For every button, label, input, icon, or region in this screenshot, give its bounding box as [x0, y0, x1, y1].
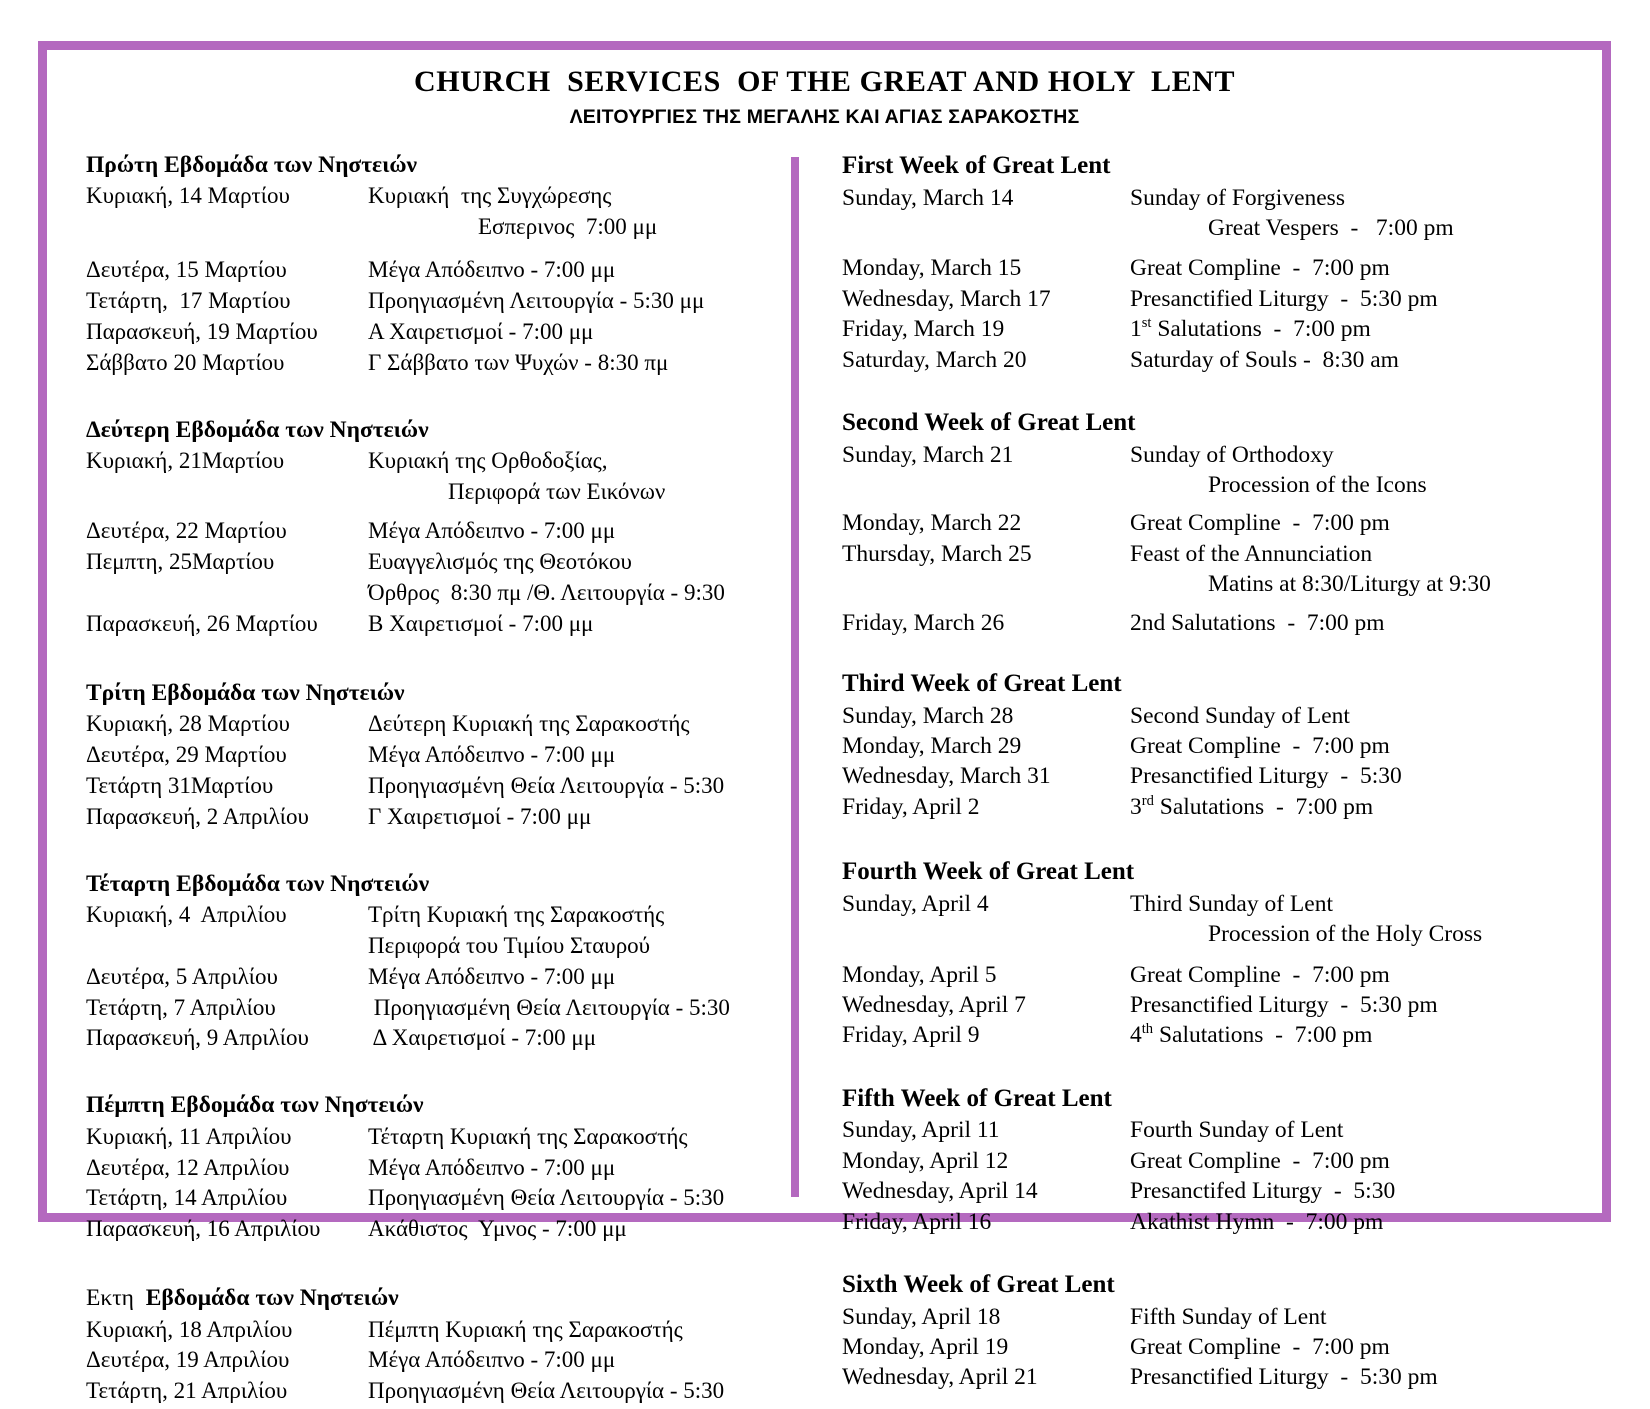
service-description: Προηγιασμένη Θεία Λειτουργία - 5:30 — [368, 994, 730, 1020]
service-date: Sunday, March 28 — [842, 702, 1014, 729]
service-row — [842, 284, 1562, 314]
service-row — [86, 446, 786, 477]
service-row — [842, 1207, 1562, 1237]
service-date: Παρασκευή, 26 Μαρτίου — [86, 610, 318, 636]
service-rows — [86, 900, 786, 1055]
service-description: Α Χαιρετισμοί - 7:00 μμ — [368, 318, 594, 344]
service-row — [86, 609, 786, 640]
service-description: Sunday of Forgiveness — [1130, 184, 1345, 211]
service-date: Δευτέρα, 29 Μαρτίου — [86, 741, 287, 767]
service-row — [842, 1146, 1562, 1176]
service-description: Τέταρτη Κυριακή της Σαρακοστής — [368, 1123, 688, 1149]
service-date: Κυριακή, 11 Απριλίου — [86, 1123, 292, 1149]
service-row — [86, 1315, 786, 1346]
service-date: Saturday, March 20 — [842, 346, 1027, 373]
service-description: Great Compline - 7:00 pm — [1130, 510, 1390, 537]
service-row — [86, 1183, 786, 1214]
service-rows — [842, 701, 1562, 823]
service-description: Μέγα Απόδειπνο - 7:00 μμ — [368, 257, 616, 283]
week-heading: Second Week of Great Lent — [842, 409, 1136, 437]
week-heading: Πέμπτη Εβδομάδα των Νηστειών — [86, 1092, 424, 1119]
service-continuation-row — [86, 477, 786, 508]
week-section — [86, 415, 786, 640]
english-schedule-column — [842, 150, 1562, 1395]
service-row — [86, 962, 786, 993]
service-description: Great Compline - 7:00 pm — [1130, 1147, 1390, 1174]
service-description: Δεύτερη Κυριακή της Σαρακοστής — [368, 710, 690, 736]
service-date: Sunday, April 11 — [842, 1117, 1000, 1144]
service-date: Πεμπτη, 25Μαρτίου — [86, 548, 275, 574]
service-rows — [842, 1302, 1562, 1393]
service-date: Τετάρτη, 14 Απριλίου — [86, 1185, 288, 1211]
service-row — [842, 183, 1562, 213]
service-description: Εσπερινος 7:00 μμ — [478, 214, 658, 240]
service-row — [86, 317, 786, 348]
service-description: Matins at 8:30/Liturgy at 9:30 — [1208, 571, 1491, 598]
service-date: Παρασκευή, 9 Απριλίου — [86, 1025, 309, 1051]
service-description: Μέγα Απόδειπνο - 7:00 μμ — [368, 1154, 616, 1180]
service-date: Κυριακή, 14 Μαρτίου — [86, 183, 290, 209]
service-continuation-row — [842, 569, 1562, 599]
service-description: Μέγα Απόδειπνο - 7:00 μμ — [368, 963, 616, 989]
service-continuation-row — [86, 578, 786, 609]
service-rows — [842, 440, 1562, 639]
service-row — [842, 1020, 1562, 1050]
greek-schedule-column — [86, 150, 786, 1409]
service-date: Δευτέρα, 5 Απριλίου — [86, 963, 278, 989]
service-row — [86, 1376, 786, 1407]
service-row — [842, 990, 1562, 1020]
service-description: Προηγιασμένη Λειτουργία - 5:30 μμ — [368, 288, 705, 314]
service-description: Μέγα Απόδειπνο - 7:00 μμ — [368, 741, 616, 767]
service-row — [842, 345, 1562, 375]
service-date: Sunday, April 4 — [842, 890, 989, 917]
service-row — [842, 792, 1562, 822]
title-block — [47, 65, 1602, 129]
service-description: Great Compline - 7:00 pm — [1130, 1333, 1390, 1360]
service-row — [86, 1122, 786, 1153]
service-date: Monday, March 15 — [842, 255, 1022, 282]
service-description: Great Vespers - 7:00 pm — [1208, 214, 1454, 241]
service-description: Presanctified Liturgy - 5:30 — [1130, 763, 1402, 790]
service-description: Προηγιασμένη Θεία Λειτουργία - 5:30 — [368, 1378, 725, 1404]
service-rows — [842, 889, 1562, 1051]
service-date: Κυριακή, 18 Απριλίου — [86, 1316, 293, 1342]
service-continuation-row — [86, 931, 786, 962]
service-description: Ευαγγελισμός της Θεοτόκου — [368, 548, 632, 574]
week-heading: Πρώτη Εβδομάδα των Νηστειών — [86, 152, 418, 178]
service-continuation-row — [842, 213, 1562, 243]
service-date: Wednesday, March 31 — [842, 763, 1051, 790]
service-row — [842, 1362, 1562, 1392]
service-date: Thursday, March 25 — [842, 540, 1032, 567]
service-date: Τετάρτη, 7 Απριλίου — [86, 994, 276, 1020]
service-date: Τετάρτη, 17 Μαρτίου — [86, 288, 291, 314]
week-heading: Third Week of Great Lent — [842, 670, 1122, 698]
ordinal-number: 3 — [1130, 793, 1142, 820]
service-row — [86, 1345, 786, 1376]
week-section — [86, 1283, 786, 1407]
service-description: Presanctifed Liturgy - 5:30 — [1130, 1178, 1396, 1205]
service-row — [842, 731, 1562, 761]
ordinal-suffix: rd — [1141, 793, 1154, 809]
service-description: Κυριακή της Συγχώρεσης — [368, 183, 612, 209]
service-description: Second Sunday of Lent — [1130, 702, 1350, 729]
service-description: Γ Σάββατο των Ψυχών - 8:30 πμ — [368, 349, 669, 375]
service-row — [86, 900, 786, 931]
service-row — [86, 286, 786, 317]
service-row — [842, 889, 1562, 919]
week-section — [842, 856, 1562, 1051]
service-description: Β Χαιρετισμοί - 7:00 μμ — [368, 610, 594, 636]
service-date: Sunday, March 14 — [842, 184, 1014, 211]
service-row — [86, 255, 786, 286]
week-section — [86, 1090, 786, 1245]
service-row — [842, 761, 1562, 791]
service-description: Προηγιασμένη Θεία Λειτουργία - 5:30 — [368, 1185, 725, 1211]
week-section — [86, 869, 786, 1055]
service-description: Fourth Sunday of Lent — [1130, 1117, 1344, 1144]
service-description: Περιφορά του Τιμίου Σταυρού — [368, 932, 651, 958]
service-date: Παρασκευή, 19 Μαρτίου — [86, 318, 318, 344]
column-divider — [791, 157, 799, 1197]
service-rows — [86, 1122, 786, 1246]
service-description: Κυριακή της Ορθοδοξίας, — [368, 448, 608, 474]
service-date: Τετάρτη, 21 Απριλίου — [86, 1378, 288, 1404]
service-date: Sunday, April 18 — [842, 1303, 1001, 1330]
service-row — [86, 802, 786, 833]
service-date: Σάββατο 20 Μαρτίου — [86, 349, 285, 375]
service-row — [842, 539, 1562, 569]
ordinal-number: 4 — [1130, 1022, 1142, 1049]
service-description: Sunday of Orthodoxy — [1130, 441, 1334, 468]
week-heading: First Week of Great Lent — [842, 152, 1111, 179]
service-date: Δευτέρα, 19 Απριλίου — [86, 1347, 290, 1373]
service-date: Wednesday, April 21 — [842, 1364, 1038, 1391]
week-section — [86, 678, 786, 833]
service-row — [842, 701, 1562, 731]
service-description: Όρθρος 8:30 πμ /Θ. Λειτουργία - 9:30 — [368, 579, 725, 605]
service-rows — [86, 446, 786, 640]
service-description: Πέμπτη Κυριακή της Σαρακοστής — [368, 1316, 683, 1342]
service-date: Monday, April 12 — [842, 1147, 1009, 1174]
service-rows — [842, 1115, 1562, 1237]
service-date: Monday, April 19 — [842, 1333, 1009, 1360]
service-description: Γ Χαιρετισμοί - 7:00 μμ — [368, 803, 592, 829]
service-row — [86, 771, 786, 802]
ordinal-number: 1 — [1130, 316, 1142, 343]
service-description — [1130, 314, 1562, 344]
week-section — [842, 1269, 1562, 1393]
week-heading: Fourth Week of Great Lent — [842, 858, 1135, 886]
service-row — [86, 181, 786, 212]
service-row — [86, 740, 786, 771]
service-row — [842, 1332, 1562, 1362]
service-date: Παρασκευή, 16 Απριλίου — [86, 1216, 321, 1242]
service-date: Friday, April 2 — [842, 793, 980, 820]
service-description — [1130, 792, 1562, 822]
service-description: Τρίτη Κυριακή της Σαρακοστής — [368, 901, 665, 927]
service-row — [86, 1214, 786, 1245]
ordinal-suffix: th — [1141, 1021, 1154, 1038]
service-description — [1130, 1020, 1562, 1050]
service-date: Sunday, March 21 — [842, 441, 1014, 468]
week-heading — [86, 1283, 786, 1314]
service-continuation-row — [86, 212, 786, 243]
service-date: Wednesday, March 17 — [842, 285, 1051, 312]
service-date: Friday, April 9 — [842, 1022, 980, 1049]
service-description: Περιφορά των Εικόνων — [448, 478, 666, 504]
service-description: Procession of the Icons — [1208, 471, 1427, 498]
week-section — [842, 150, 1562, 375]
service-date: Κυριακή, 28 Μαρτίου — [86, 710, 290, 736]
service-row — [842, 440, 1562, 470]
service-row — [842, 314, 1562, 344]
service-row — [842, 253, 1562, 283]
service-description: Great Compline - 7:00 pm — [1130, 255, 1390, 282]
service-continuation-row — [842, 919, 1562, 949]
service-row — [842, 1302, 1562, 1332]
service-description: Great Compline - 7:00 pm — [1130, 961, 1390, 988]
service-date: Κυριακή, 4 Απριλίου — [86, 901, 287, 927]
service-name: Salutations - 7:00 pm — [1151, 316, 1371, 343]
service-description: Μέγα Απόδειπνο - 7:00 μμ — [368, 517, 616, 543]
service-description: Akathist Hymn - 7:00 pm — [1130, 1208, 1384, 1235]
week-section — [842, 407, 1562, 638]
service-row — [86, 1023, 786, 1054]
service-row — [842, 960, 1562, 990]
page-title: CHURCH SERVICES OF THE GREAT AND HOLY LENT — [413, 65, 1236, 98]
service-description: Third Sunday of Lent — [1130, 890, 1333, 917]
service-row — [842, 1115, 1562, 1145]
service-row — [86, 348, 786, 379]
week-section — [842, 668, 1562, 822]
service-description: Δ Χαιρετισμοί - 7:00 μμ — [368, 1025, 597, 1051]
service-row — [842, 508, 1562, 538]
service-date: Δευτέρα, 12 Απριλίου — [86, 1154, 290, 1180]
service-description: Great Compline - 7:00 pm — [1130, 732, 1390, 759]
service-date: Monday, March 29 — [842, 732, 1022, 759]
week-heading: Δεύτερη Εβδομάδα των Νηστειών — [86, 416, 429, 443]
week-heading-rest: Εβδομάδα των Νηστειών — [139, 1285, 399, 1312]
service-date: Wednesday, April 7 — [842, 992, 1026, 1019]
service-continuation-row — [842, 470, 1562, 500]
service-date: Δευτέρα, 22 Μαρτίου — [86, 517, 287, 543]
week-section — [842, 1083, 1562, 1237]
service-description: Presanctified Liturgy - 5:30 pm — [1130, 1364, 1438, 1391]
service-row — [842, 1176, 1562, 1206]
service-rows — [86, 1315, 786, 1408]
week-heading: Τρίτη Εβδομάδα των Νηστειών — [86, 679, 405, 706]
decorative-border-frame — [38, 41, 1611, 1404]
service-rows — [86, 709, 786, 833]
service-description: Fifth Sunday of Lent — [1130, 1303, 1327, 1330]
week-heading-prefix: Εκτη — [86, 1285, 140, 1312]
service-rows — [86, 181, 786, 379]
week-heading: Sixth Week of Great Lent — [842, 1271, 1115, 1299]
service-name: Salutations - 7:00 pm — [1153, 1022, 1373, 1049]
service-description: 2nd Salutations - 7:00 pm — [1130, 609, 1385, 636]
service-row — [86, 547, 786, 578]
service-description: Presanctified Liturgy - 5:30 pm — [1130, 992, 1438, 1019]
week-section — [86, 150, 786, 379]
service-description: Saturday of Souls - 8:30 am — [1130, 346, 1399, 373]
service-date: Friday, April 16 — [842, 1208, 992, 1235]
service-description: Procession of the Holy Cross — [1208, 921, 1483, 948]
service-description: Ακάθιστος Υμνος - 7:00 μμ — [368, 1216, 627, 1242]
service-date: Friday, March 19 — [842, 316, 1005, 343]
service-date: Monday, March 22 — [842, 510, 1022, 537]
service-row — [842, 608, 1562, 638]
service-rows — [842, 183, 1562, 376]
service-row — [86, 709, 786, 740]
service-description: Presanctified Liturgy - 5:30 pm — [1130, 285, 1438, 312]
service-row — [86, 993, 786, 1024]
week-heading: Τέταρτη Εβδομάδα των Νηστειών — [86, 870, 430, 897]
service-name: Salutations - 7:00 pm — [1153, 793, 1374, 820]
service-description: Προηγιασμένη Θεία Λειτουργία - 5:30 — [368, 772, 725, 798]
week-heading: Fifth Week of Great Lent — [842, 1084, 1112, 1112]
service-row — [86, 516, 786, 547]
service-date: Δευτέρα, 15 Μαρτίου — [86, 257, 287, 283]
service-date: Παρασκευή, 2 Απριλίου — [86, 803, 309, 829]
service-date: Wednesday, April 14 — [842, 1178, 1038, 1205]
service-description: Μέγα Απόδειπνο - 7:00 μμ — [368, 1347, 616, 1373]
service-date: Κυριακή, 21Μαρτίου — [86, 448, 285, 474]
service-date: Friday, March 26 — [842, 609, 1005, 636]
service-row — [86, 1153, 786, 1184]
ordinal-suffix: st — [1141, 315, 1152, 332]
service-date: Monday, April 5 — [842, 961, 997, 988]
service-date: Τετάρτη 31Μαρτίου — [86, 772, 274, 798]
service-description: Feast of the Annunciation — [1130, 540, 1373, 567]
page-subtitle: ΛΕΙΤΟΥΡΓΙΕΣ ΤΗΣ ΜΕΓΑΛΗΣ ΚΑΙ ΑΓΙΑΣ ΣΑΡΑΚΟΣΤΗΣ — [569, 105, 1080, 128]
